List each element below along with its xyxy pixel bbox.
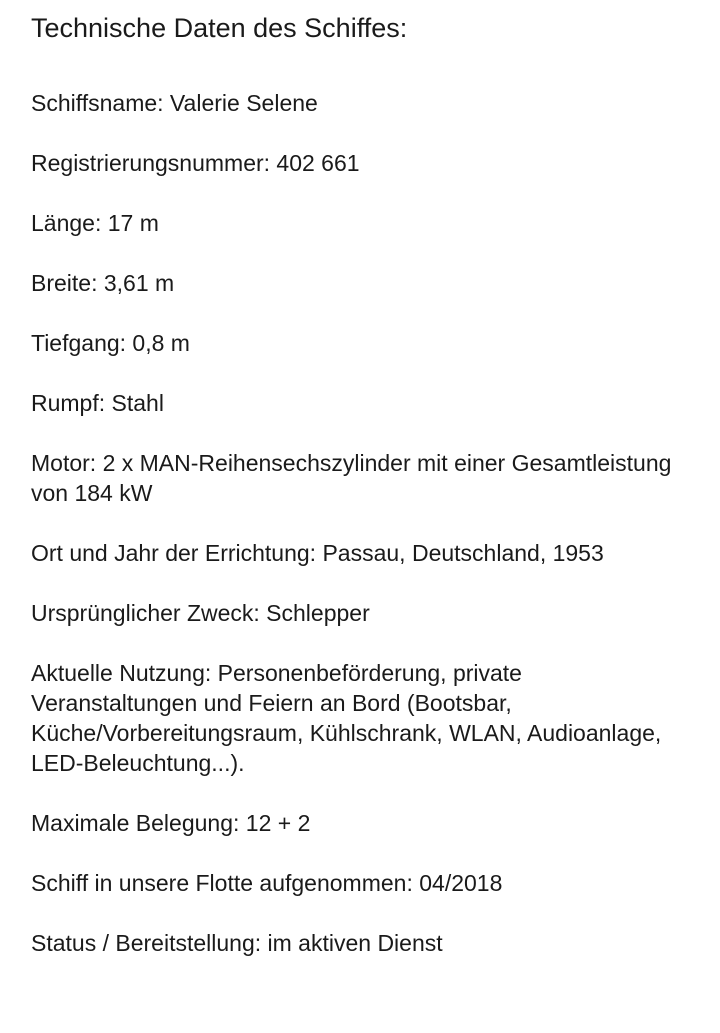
spec-width: Breite: 3,61 m — [31, 270, 175, 296]
page-title: Technische Daten des Schiffes: — [31, 13, 408, 43]
spec-draft: Tiefgang: 0,8 m — [31, 330, 190, 356]
spec-hull: Rumpf: Stahl — [31, 390, 164, 416]
spec-added-to-fleet: Schiff in unsere Flotte aufgenommen: 04/2018 — [31, 870, 503, 896]
spec-length: Länge: 17 m — [31, 210, 159, 236]
spec-engine: Motor: 2 x MAN-Reihensechszylinder mit einer Gesamtleistung von 184 kW — [31, 450, 672, 506]
spec-place-year-built: Ort und Jahr der Errichtung: Passau, Deutschland, 1953 — [31, 540, 604, 566]
spec-ship-name: Schiffsname: Valerie Selene — [31, 90, 318, 116]
spec-original-purpose: Ursprünglicher Zweck: Schlepper — [31, 600, 370, 626]
spec-max-occupancy: Maximale Belegung: 12 + 2 — [31, 810, 311, 836]
spec-status: Status / Bereitstellung: im aktiven Dienst — [31, 930, 443, 956]
spec-registration-number: Registrierungsnummer: 402 661 — [31, 150, 360, 176]
spec-current-use: Aktuelle Nutzung: Personenbeförderung, private Veranstaltungen und Feiern an Bord (Bootsbar, Küche/Vorbereitungsraum, Kühlschrank, WLAN, Audioanlage, LED-Beleuchtung...). — [31, 660, 662, 776]
